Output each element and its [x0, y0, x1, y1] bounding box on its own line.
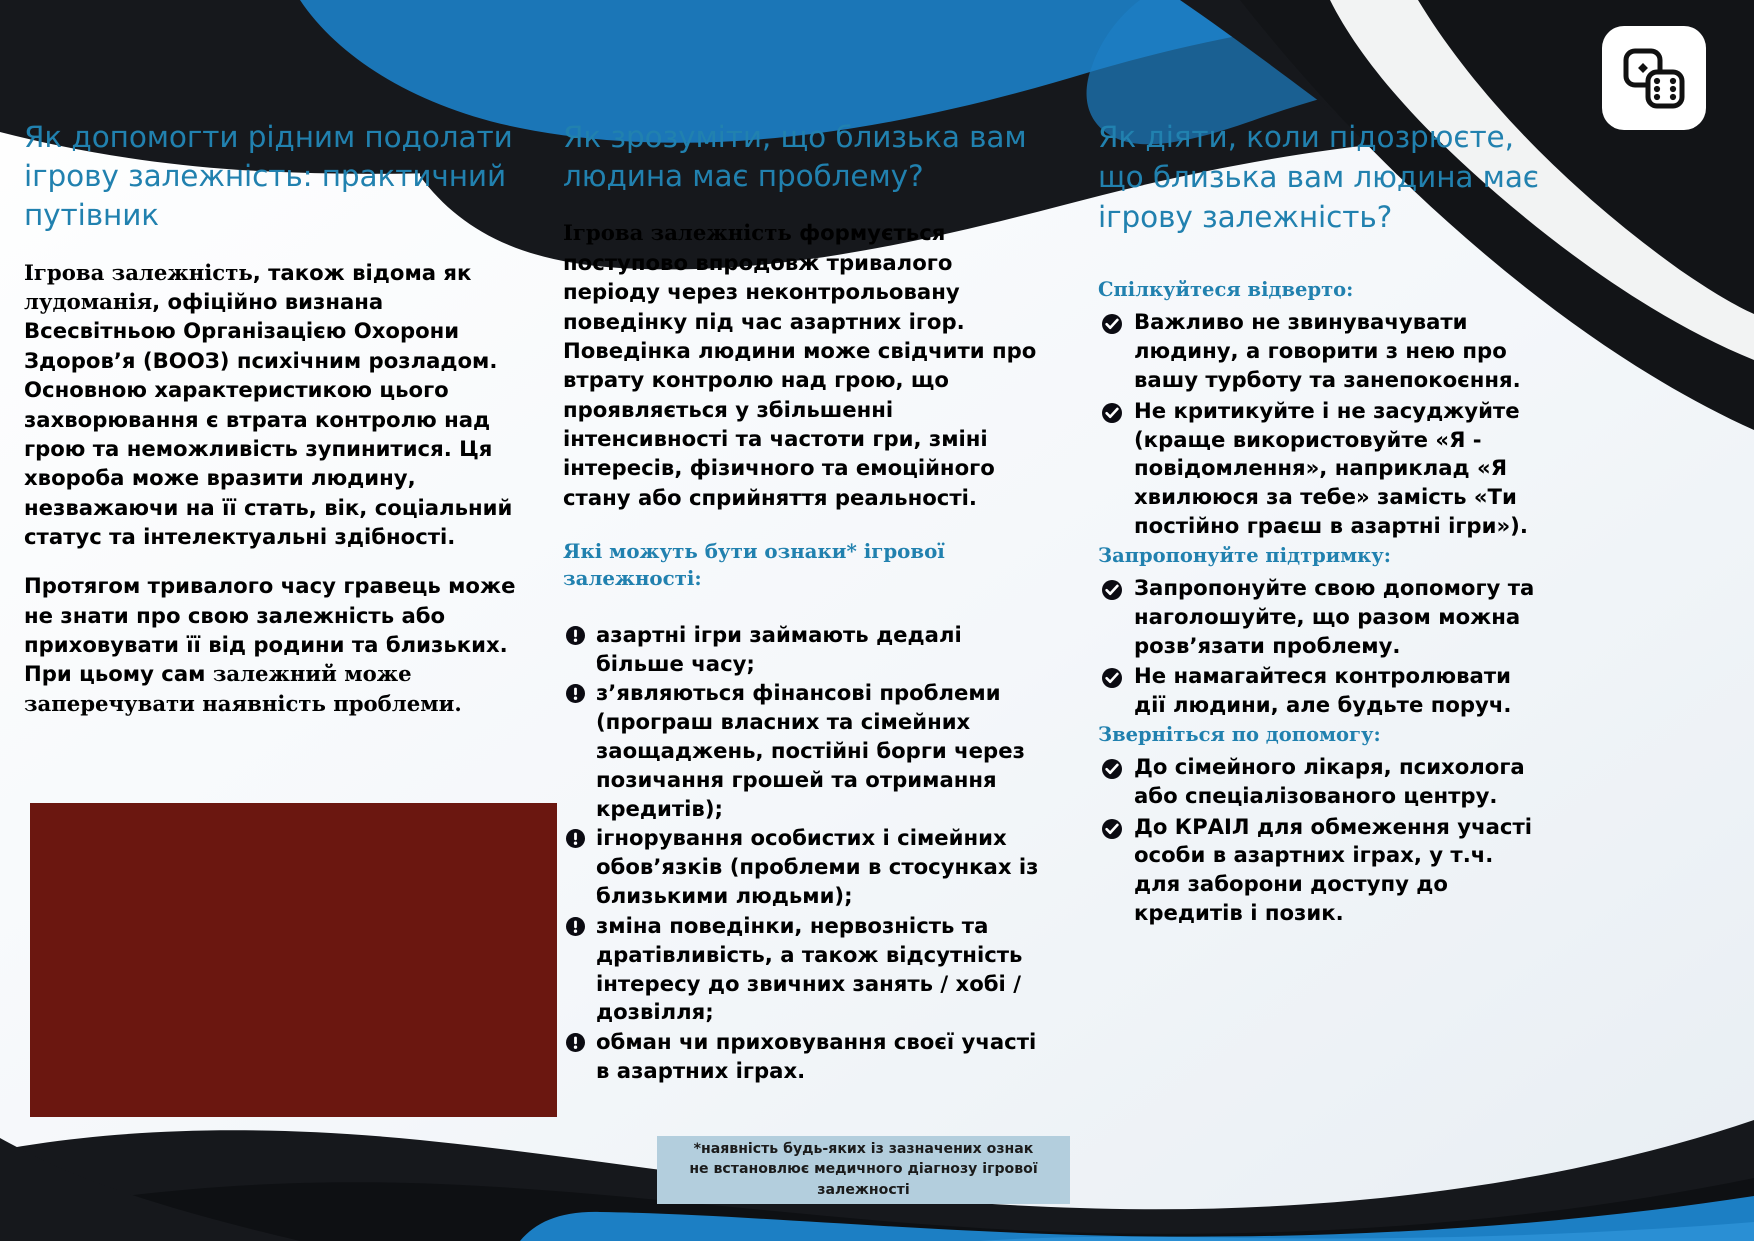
- list-item: [1098, 574, 1544, 660]
- column-3-subheading-1: Спілкуйтеся відверто:: [1098, 278, 1354, 302]
- check-circle-icon: [1101, 579, 1123, 601]
- advice-list-1: [1098, 308, 1544, 541]
- list-item: [1098, 753, 1544, 811]
- col1-p1-mid: , також відома як: [252, 259, 472, 285]
- advice-list-3: [1098, 753, 1544, 928]
- list-item: [1098, 397, 1544, 541]
- image-placeholder-block: [30, 803, 557, 1117]
- check-circle-icon: [1101, 402, 1123, 424]
- footnote-line-1: *наявність будь-яких із зазначених ознак: [693, 1141, 1034, 1157]
- exclamation-icon: [565, 625, 586, 646]
- exclamation-icon: [565, 828, 586, 849]
- column-3-subheading-2: Запропонуйте підтримку:: [1098, 543, 1391, 567]
- column-1-title: Як допомогти рідним подолати ігрову залежність: практичний путівник: [24, 120, 513, 233]
- list-item: [1098, 813, 1544, 928]
- dice-logo: [1602, 26, 1706, 130]
- check-circle-icon: [1101, 758, 1123, 780]
- exclamation-icon: [565, 683, 586, 704]
- col1-p1-lead: Ігрова залежність: [24, 259, 253, 285]
- check-circle-icon: [1101, 667, 1123, 689]
- footnote-line-2: не встановлює медичного діагнозу ігрової залежності: [689, 1161, 1038, 1198]
- check-circle-icon: [1101, 818, 1123, 840]
- list-item: [563, 912, 1055, 1027]
- list-item-text: азартні ігри займають дедалі більше часу;: [596, 621, 962, 676]
- list-item-text: обман чи приховування своєї участі в азартних іграх.: [596, 1029, 1037, 1084]
- list-item-text: До сімейного лікаря, психолога або спеціалізованого центру.: [1134, 753, 1525, 808]
- list-item-text: зміна поведінки, нервозність та дратівливість, а також відсутність інтересу до звичних занять / хобі / дозвілля;: [596, 912, 1023, 1025]
- col1-p1-lead2: лудоманія: [24, 289, 153, 315]
- list-item-text: Запропонуйте свою допомогу та наголошуйте, що разом можна розв’язати проблему.: [1134, 574, 1535, 658]
- col1-p2-bold: залежний може заперечувати наявність проблеми.: [24, 661, 462, 716]
- col2-p1-rest: формується поступово впродовж тривалого періоду через неконтрольовану поведінку під час азартних ігор. Поведінка людини може свідчити про втрату контролю над грою, що проявляється у збільшенні інтенсивності та частоти гри, зміні інтересів, фізичного та емоційного стану або сприйняття реальності.: [563, 220, 1037, 510]
- list-item: [1098, 308, 1544, 394]
- list-item: [1098, 662, 1544, 720]
- dice-icon: [1618, 42, 1690, 114]
- check-circle-icon: [1101, 313, 1123, 335]
- list-item-text: ігнорування особистих і сімейних обов’язків (проблеми в стосунках із близькими людьми);: [596, 825, 1039, 909]
- list-item-text: До КРАІЛ для обмеження участі особи в азартних іграх, у т.ч. для заборони доступу до кредитів і позик.: [1134, 813, 1533, 926]
- list-item-text: з’являються фінансові проблеми (програш власних та сімейних заощаджень, постійні борги через позичання грошей та отримання кредитів);: [596, 680, 1025, 821]
- column-1: [24, 118, 524, 738]
- column-2-paragraph-1: [563, 218, 1055, 512]
- column-2-title: Як зрозуміти, що близька вам людина має проблему?: [563, 120, 1027, 194]
- signs-list: [563, 621, 1055, 1086]
- list-item-text: Не намагайтеся контролювати дії людини, але будьте поруч.: [1134, 663, 1512, 718]
- list-item: [563, 824, 1055, 910]
- list-item-text: Не критикуйте і не засуджуйте (краще використовуйте «Я - повідомлення», наприклад «Я хвилююся за тебе» замість «Ти постійно граєш в азартні ігри»).: [1134, 397, 1528, 539]
- column-1-paragraph-2: [24, 571, 524, 718]
- column-2-subheading: Які можуть бути ознаки* ігрової залежності:: [563, 539, 945, 591]
- list-item: [563, 679, 1055, 823]
- column-3-subheading-3: Зверніться по допомогу:: [1098, 723, 1381, 747]
- exclamation-icon: [565, 916, 586, 937]
- column-3: [1098, 118, 1544, 930]
- list-item-text: Важливо не звинувачувати людину, а говорити з нею про вашу турботу та занепокоєння.: [1134, 309, 1521, 392]
- col1-p1-rest: , офіційно визнана Всесвітньою Організацією Охорони Здоров’я (ВООЗ) психічним розладом. Основною характеристикою цього захворювання є втрата контролю над грою та неможливість зупинитися. Ця хвороба може вразити людину, незважаючи на її стать, вік, соціальний статус та інтелектуальні здібності.: [24, 289, 513, 549]
- column-2: [563, 118, 1055, 1087]
- list-item: [563, 1028, 1055, 1086]
- advice-list-2: [1098, 574, 1544, 720]
- column-1-paragraph-1: [24, 258, 524, 552]
- column-3-title: Як діяти, коли підозрюєте, що близька вам людина має ігрову залежність?: [1098, 120, 1539, 234]
- footnote-disclaimer: [657, 1136, 1070, 1204]
- list-item: [563, 621, 1055, 679]
- exclamation-icon: [565, 1032, 586, 1053]
- col1-p2-start: Протягом тривалого часу гравець може не знати про свою залежність або приховувати її від родини та близьких. При цьому сам: [24, 573, 516, 687]
- col2-p1-lead: Ігрова залежність: [563, 220, 792, 246]
